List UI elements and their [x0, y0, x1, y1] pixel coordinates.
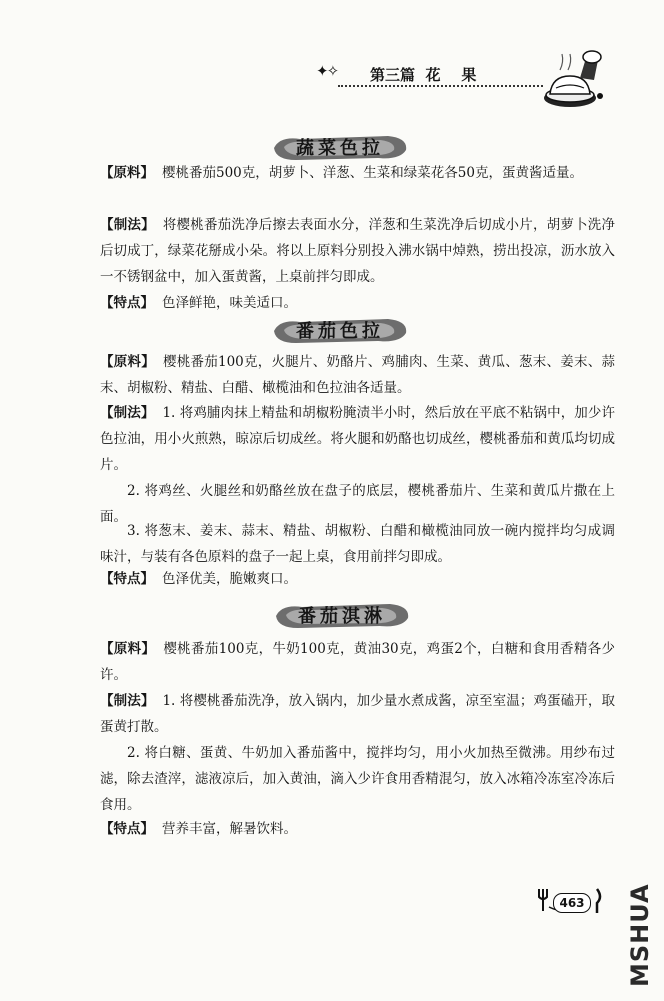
feature-text: 营养丰富，解暑饮料。 — [162, 821, 297, 837]
feature-label: 【特点】 — [100, 295, 154, 311]
method-paragraph — [100, 688, 615, 740]
header-dotted-rule — [338, 85, 543, 87]
method-paragraph — [100, 518, 615, 570]
feature-label: 【特点】 — [100, 821, 154, 837]
ingredients-label: 【原料】 — [100, 354, 155, 370]
ingredients-paragraph — [100, 636, 615, 688]
page-number: 463 — [553, 893, 591, 913]
method-paragraph — [100, 740, 615, 818]
ingredients-text: 樱桃番茄100克，牛奶100克，黄油30克，鸡蛋2个，白糖和食用香精各少许。 — [100, 641, 616, 683]
feature-text: 色泽鲜艳，味美适口。 — [162, 295, 297, 311]
chapter-title: 第三篇 花 果 — [370, 66, 477, 84]
ingredients-text: 樱桃番茄100克，火腿片、奶酪片、鸡脯肉、生菜、黄瓜、葱末、姜末、蒜末、胡椒粉、精盐、白醋、橄榄油和色拉油各适量。 — [100, 354, 615, 396]
feature-paragraph — [100, 816, 615, 842]
feature-label: 【特点】 — [100, 571, 154, 587]
method-step: 1. 将鸡脯肉抹上精盐和胡椒粉腌渍半小时，然后放在平底不粘锅中，加少许色拉油，用小火煎熟，晾凉后切成丝。将火腿和奶酪也切成丝，樱桃番茄和黄瓜均切成片。 — [100, 405, 616, 473]
recipe-title: 番茄淇淋 — [298, 606, 386, 627]
method-paragraph — [100, 212, 615, 290]
section-title-banner — [270, 130, 410, 164]
method-step: 将樱桃番茄洗净后擦去表面水分，洋葱和生菜洗净后切成小片，胡萝卜洗净后切成丁，绿菜花掰成小朵。将以上原料分别投入沸水锅中焯熟，捞出投凉，沥水放入一不锈钢盆中，加入蛋黄酱，上桌前拌匀即成。 — [100, 217, 616, 285]
section-title-banner — [272, 598, 412, 632]
method-paragraph — [100, 400, 615, 478]
ingredients-label: 【原料】 — [100, 165, 154, 181]
method-step: 3. 将葱末、姜末、蒜末、精盐、胡椒粉、白醋和橄榄油同放一碗内搅拌均匀成调味汁，与装有各色原料的盘子一起上桌，食用前拌匀即成。 — [100, 523, 615, 565]
chef-cooking-icon — [540, 48, 610, 110]
ingredients-paragraph — [100, 349, 615, 401]
ingredients-text: 樱桃番茄500克，胡萝卜、洋葱、生菜和绿菜花各50克，蛋黄酱适量。 — [162, 165, 583, 181]
method-label: 【制法】 — [100, 693, 155, 709]
page-header — [0, 0, 664, 118]
ingredients-label: 【原料】 — [100, 641, 156, 657]
method-label: 【制法】 — [100, 405, 155, 421]
feature-paragraph — [100, 566, 615, 592]
recipe-title: 蔬菜色拉 — [296, 138, 384, 159]
method-label: 【制法】 — [100, 217, 155, 233]
feature-text: 色泽优美，脆嫩爽口。 — [162, 571, 297, 587]
method-step: 2. 将白糖、蛋黄、牛奶加入番茄酱中，搅拌均匀，用小火加热至微沸。用纱布过滤，除去渣滓，滤液凉后，加入黄油，滴入少许食用香精混匀，放入冰箱冷冻室冷冻后食用。 — [100, 745, 615, 813]
section-title-banner — [270, 313, 410, 347]
recipe-title: 番茄色拉 — [296, 321, 384, 342]
watermark-text: MSHUA — [626, 883, 654, 987]
ingredients-paragraph — [100, 160, 615, 186]
method-step: 2. 将鸡丝、火腿丝和奶酪丝放在盘子的底层，樱桃番茄片、生菜和黄瓜片撒在上面。 — [100, 483, 615, 525]
sparkle-icon: ✦✧ — [316, 62, 338, 80]
method-step: 1. 将樱桃番茄洗净，放入锅内，加少量水煮成酱，凉至室温；鸡蛋磕开，取蛋黄打散。 — [100, 693, 616, 735]
